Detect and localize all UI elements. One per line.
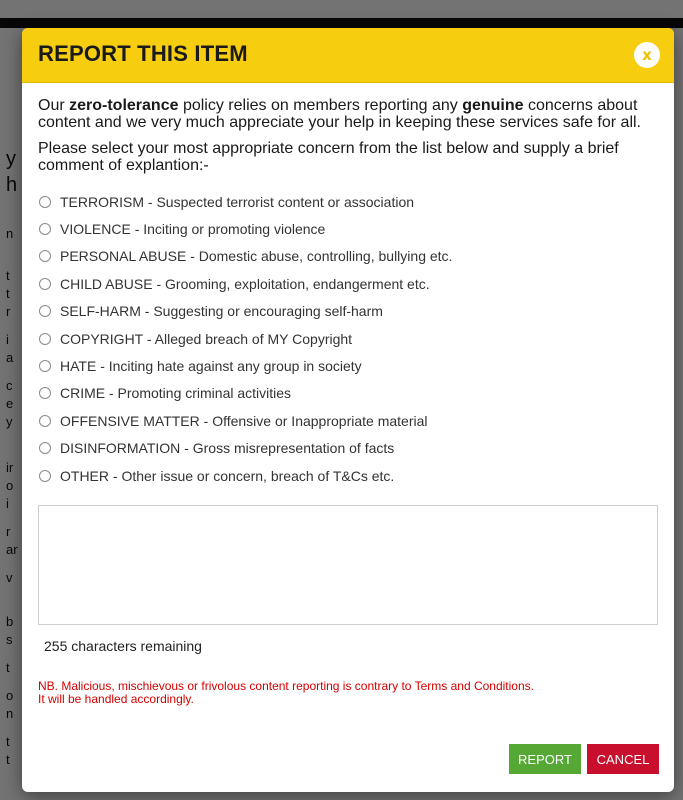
concern-option-label: TERRORISM - Suspected terrorist content or association bbox=[60, 193, 415, 210]
concern-option-label: OTHER - Other issue or concern, breach of T&Cs etc. bbox=[60, 467, 395, 484]
report-button[interactable]: REPORT bbox=[509, 744, 581, 774]
concern-option-label: SELF-HARM - Suggesting or encouraging self-harm bbox=[60, 303, 383, 320]
intro-text: policy relies on members reporting any bbox=[178, 97, 463, 114]
intro-text: Our bbox=[38, 97, 70, 114]
radio-button[interactable] bbox=[39, 442, 51, 454]
intro-emphasis: zero-tolerance bbox=[69, 97, 179, 114]
close-icon[interactable]: x bbox=[634, 42, 660, 68]
characters-remaining: 255 characters remaining bbox=[44, 638, 202, 655]
concern-option-label: VIOLENCE - Inciting or promoting violence bbox=[60, 221, 326, 238]
radio-button[interactable] bbox=[39, 387, 51, 399]
report-dialog bbox=[22, 28, 674, 792]
concern-option[interactable] bbox=[38, 462, 658, 489]
policy-intro bbox=[38, 97, 658, 131]
concern-options bbox=[38, 188, 658, 489]
warning-notice-line: It will be handled accordingly. bbox=[38, 692, 194, 707]
radio-button[interactable] bbox=[39, 305, 51, 317]
concern-option[interactable] bbox=[38, 243, 658, 270]
intro-emphasis: genuine bbox=[462, 97, 524, 114]
concern-option[interactable] bbox=[38, 325, 658, 352]
concern-option[interactable] bbox=[38, 435, 658, 462]
concern-option-label: PERSONAL ABUSE - Domestic abuse, controlling, bullying etc. bbox=[60, 248, 453, 265]
concern-option-label: CHILD ABUSE - Grooming, exploitation, endangerment etc. bbox=[60, 275, 430, 292]
dialog-actions bbox=[509, 744, 659, 774]
concern-option[interactable] bbox=[38, 380, 658, 407]
radio-button[interactable] bbox=[39, 360, 51, 372]
warning-notice-line: NB. Malicious, mischievous or frivolous content reporting is contrary to Terms and Conditions. bbox=[38, 679, 534, 694]
concern-option-label: COPYRIGHT - Alleged breach of MY Copyright bbox=[60, 330, 353, 347]
radio-button[interactable] bbox=[39, 250, 51, 262]
dialog-body bbox=[22, 83, 674, 706]
concern-option-label: CRIME - Promoting criminal activities bbox=[60, 385, 292, 402]
concern-option[interactable] bbox=[38, 270, 658, 297]
radio-button[interactable] bbox=[39, 223, 51, 235]
radio-button[interactable] bbox=[39, 196, 51, 208]
concern-option-label: OFFENSIVE MATTER - Offensive or Inappropriate material bbox=[60, 412, 428, 429]
cancel-button[interactable]: CANCEL bbox=[587, 744, 659, 774]
concern-option[interactable] bbox=[38, 352, 658, 379]
radio-button[interactable] bbox=[39, 333, 51, 345]
intro-text: concerns about content and we very much appreciate your help in keeping these services safe for all. bbox=[38, 97, 641, 131]
comment-textarea[interactable] bbox=[38, 505, 658, 625]
dialog-header bbox=[22, 28, 674, 83]
dialog-title: REPORT THIS ITEM bbox=[38, 41, 248, 66]
concern-option[interactable] bbox=[38, 215, 658, 242]
radio-button[interactable] bbox=[39, 415, 51, 427]
concern-option[interactable] bbox=[38, 188, 658, 215]
concern-option[interactable] bbox=[38, 407, 658, 434]
concern-option[interactable] bbox=[38, 298, 658, 325]
warning-notice bbox=[38, 680, 658, 706]
radio-button[interactable] bbox=[39, 278, 51, 290]
radio-button[interactable] bbox=[39, 470, 51, 482]
selection-prompt: Please select your most appropriate concern from the list below and supply a brief comment of explantion:- bbox=[38, 140, 619, 174]
concern-option-label: DISINFORMATION - Gross misrepresentation of facts bbox=[60, 440, 395, 457]
concern-option-label: HATE - Inciting hate against any group in society bbox=[60, 358, 362, 375]
